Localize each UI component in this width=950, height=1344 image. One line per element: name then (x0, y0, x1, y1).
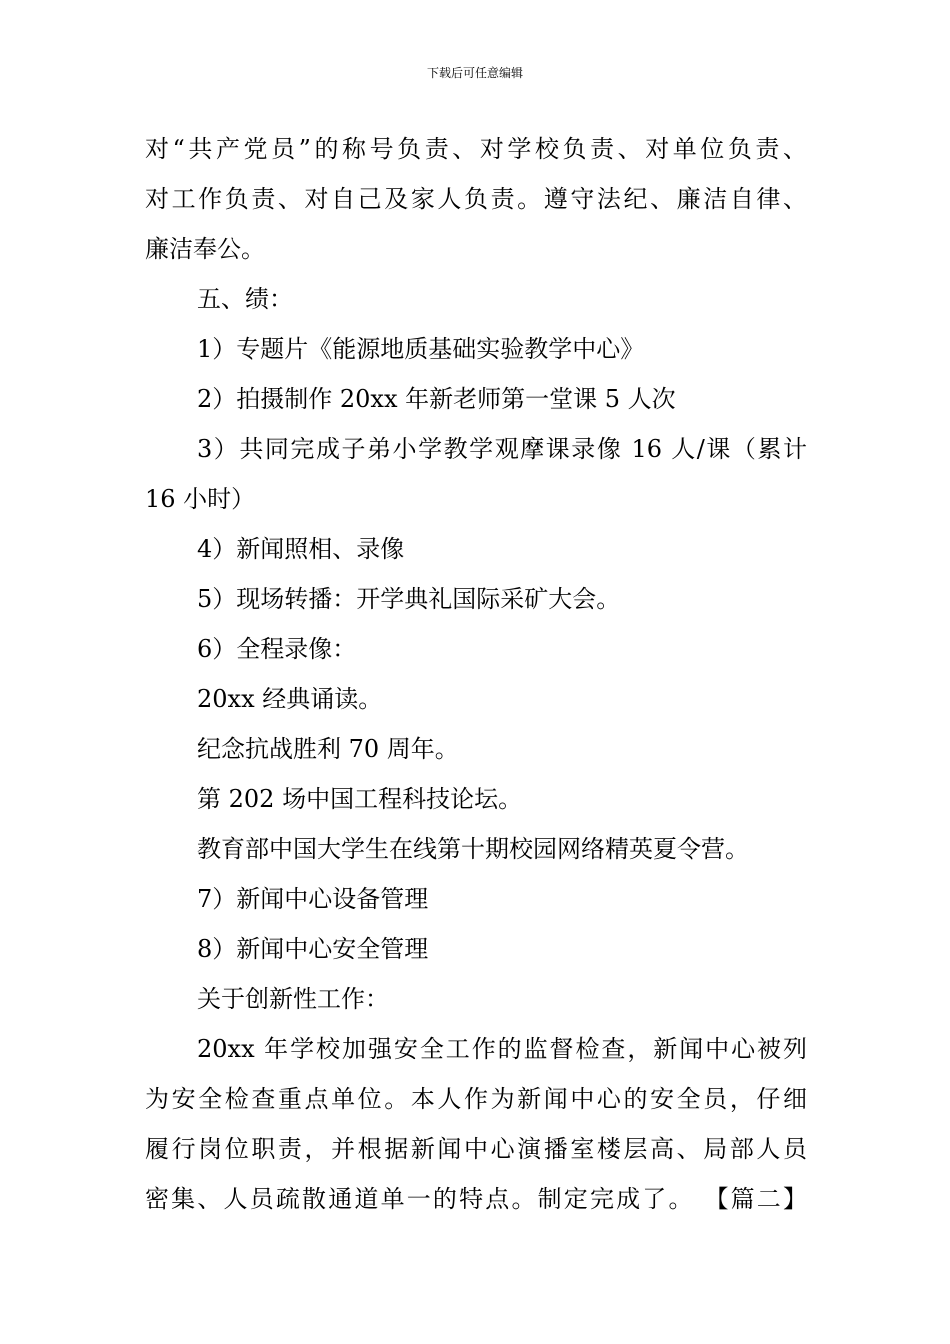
list-item-3: 3）共同完成子弟小学教学观摩课录像 16 人/课（累计 (197, 435, 807, 463)
list-item-8: 8）新闻中心安全管理 (197, 935, 429, 963)
sub-item-2: 纪念抗战胜利 70 周年。 (197, 735, 459, 763)
page-header: 下载后可任意编辑 (426, 66, 523, 80)
list-item-4: 4）新闻照相、录像 (197, 535, 405, 563)
text-line-1: 对“共产党员”的称号负责、对学校负责、对单位负责、 (145, 135, 807, 163)
document-body (145, 124, 807, 1224)
innovation-heading: 关于创新性工作： (197, 985, 389, 1013)
list-item-3-continued: 16 小时） (145, 485, 256, 513)
sub-item-3: 第 202 场中国工程科技论坛。 (197, 785, 523, 813)
list-item-1: 1）专题片《能源地质基础实验教学中心》 (197, 335, 645, 363)
list-item-5: 5）现场转播：开学典礼国际采矿大会。 (197, 585, 621, 613)
text-line-2: 对工作负责、对自己及家人负责。遵守法纪、廉洁自律、 (145, 185, 807, 213)
sub-item-1: 20xx 经典诵读。 (197, 685, 383, 713)
sub-item-4: 教育部中国大学生在线第十期校园网络精英夏令营。 (197, 835, 749, 863)
paragraph-line-2: 为安全检查重点单位。本人作为新闻中心的安全员，仔细 (145, 1085, 807, 1113)
section-heading-5: 五、绩： (197, 285, 293, 313)
list-item-6: 6）全程录像： (197, 635, 357, 663)
paragraph-line-3: 履行岗位职责，并根据新闻中心演播室楼层高、局部人员 (145, 1135, 807, 1163)
paragraph-line-4: 密集、人员疏散通道单一的特点。制定完成了。 【篇二】 (145, 1185, 807, 1213)
list-item-2: 2）拍摄制作 20xx 年新老师第一堂课 5 人次 (197, 385, 676, 413)
list-item-7: 7）新闻中心设备管理 (197, 885, 429, 913)
text-line-3: 廉洁奉公。 (145, 235, 265, 263)
paragraph-line-1: 20xx 年学校加强安全工作的监督检查，新闻中心被列 (197, 1035, 807, 1063)
